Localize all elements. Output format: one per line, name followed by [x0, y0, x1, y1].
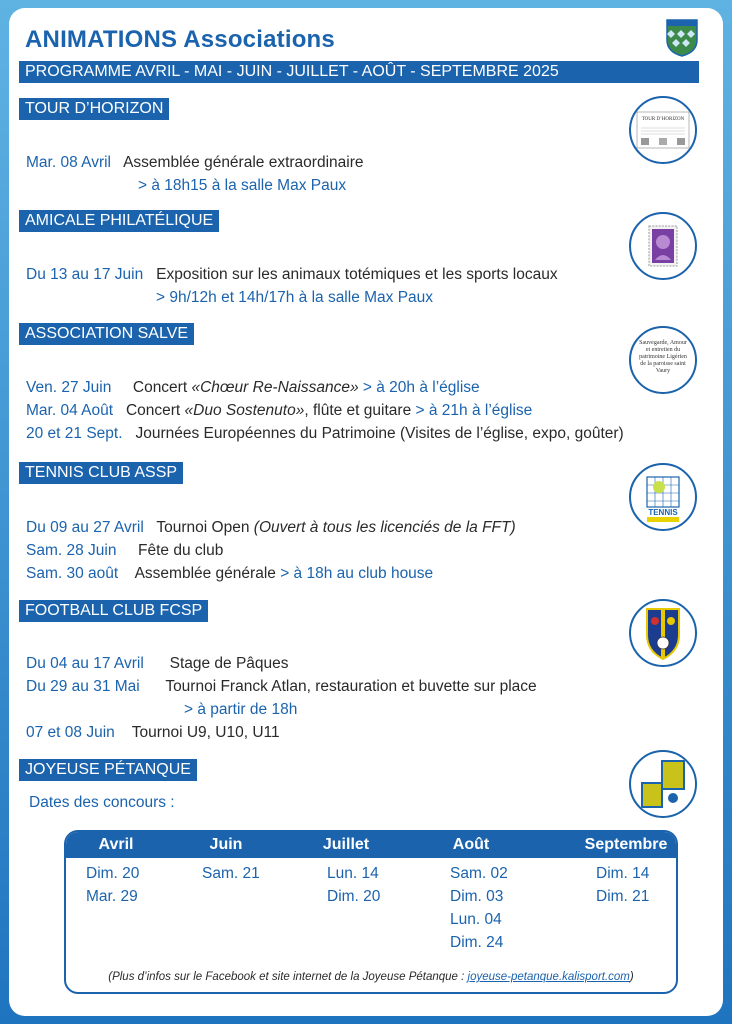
football-crest-icon	[631, 601, 695, 665]
event-row	[26, 654, 289, 674]
tour-horizon-logo	[629, 96, 697, 164]
association-salve-logo	[629, 326, 697, 394]
contest-dates-label: Dates des concours :	[29, 794, 175, 811]
event-text: Concert	[132, 379, 192, 396]
event-detail: > à 20h à l’église	[358, 379, 480, 396]
date-cell: Dim. 20	[327, 888, 381, 905]
event-date: Mar. 04 Août	[26, 402, 114, 419]
event-row	[26, 564, 433, 584]
stamp-icon	[631, 214, 695, 278]
event-row	[26, 424, 624, 444]
event-detail: > à 18h au club house	[280, 565, 434, 582]
month-header: Juillet	[322, 836, 370, 853]
event-title: «Duo Sostenuto»	[184, 402, 305, 419]
event-date: 20 et 21 Sept.	[26, 425, 123, 442]
tour-horizon-logo-icon	[631, 98, 695, 162]
program-period-banner: PROGRAMME AVRIL - MAI - JUIN - JUILLET - AOÛT - SEPTEMBRE 2025	[19, 61, 699, 83]
event-date: Du 09 au 27 Avril	[26, 519, 144, 536]
month-header: Septembre	[584, 836, 668, 853]
event-date: Du 04 au 17 Avril	[26, 655, 144, 672]
event-date: Du 13 au 17 Juin	[26, 266, 144, 283]
date-cell: Sam. 21	[202, 865, 260, 882]
date-cell: Lun. 14	[327, 865, 379, 882]
section-heading-association-salve: ASSOCIATION SALVE	[19, 323, 194, 345]
date-cell: Dim. 14	[596, 865, 650, 882]
event-row	[26, 378, 480, 398]
event-row	[26, 541, 223, 561]
petanque-dates-table	[64, 830, 678, 994]
event-row	[26, 518, 516, 538]
event-text: Tournoi Open	[156, 519, 254, 536]
club-website-link[interactable]: joyeuse-petanque.kalisport.com	[467, 971, 630, 983]
event-text: Concert	[125, 402, 185, 419]
event-text: Journées Européennes du Patrimoine (Visites de l’église, expo, goûter)	[135, 425, 624, 442]
amicale-philatelique-logo	[629, 212, 697, 280]
event-date: Mar. 08 Avril	[26, 154, 112, 171]
month-header: Juin	[209, 836, 243, 853]
event-text: Assemblée générale	[134, 565, 281, 582]
date-cell: Dim. 24	[450, 934, 504, 951]
event-text: Tournoi Franck Atlan, restauration et buvette sur place	[165, 678, 537, 695]
event-row	[138, 176, 346, 196]
event-text: Tournoi U9, U10, U11	[131, 724, 280, 741]
event-date: Sam. 30 août	[26, 565, 119, 582]
event-text: , flûte et guitare	[304, 402, 416, 419]
event-date: Ven. 27 Juin	[26, 379, 112, 396]
event-detail: > 9h/12h et 14h/17h à la salle Max Paux	[156, 289, 434, 306]
date-cell: Mar. 29	[86, 888, 138, 905]
table-header	[66, 832, 676, 858]
event-row	[156, 288, 433, 308]
section-heading-amicale-philatelique: AMICALE PHILATÉLIQUE	[19, 210, 219, 232]
date-cell: Dim. 20	[86, 865, 140, 882]
section-heading-joyeuse-petanque: JOYEUSE PÉTANQUE	[19, 759, 197, 781]
event-text: Assemblée générale extraordinaire	[123, 154, 364, 171]
event-text: Stage de Pâques	[169, 655, 289, 672]
tennis-logo-text: TENNIS	[648, 508, 678, 517]
event-detail: > à 18h15 à la salle Max Paux	[138, 177, 347, 194]
event-row	[26, 265, 558, 285]
month-header: Août	[452, 836, 490, 853]
date-cell: Dim. 21	[596, 888, 650, 905]
event-row	[26, 153, 363, 173]
town-crest-icon	[665, 18, 699, 58]
event-text: Exposition sur les animaux totémiques et les sports locaux	[156, 266, 558, 283]
event-date: 07 et 08 Juin	[26, 724, 115, 741]
event-row	[26, 677, 537, 697]
footer-end: )	[629, 971, 634, 983]
section-heading-tennis-club: TENNIS CLUB ASSP	[19, 462, 183, 484]
event-detail: > à 21h à l’église	[415, 402, 533, 419]
salve-logo-text: Sauvegarde, Amour et entretien du patrimoine Ligérien de la paroisse saint Vaury	[639, 340, 687, 374]
event-row	[26, 401, 532, 421]
event-date: Du 29 au 31 Mai	[26, 678, 140, 695]
date-cell: Dim. 03	[450, 888, 504, 905]
section-heading-football-club: FOOTBALL CLUB FCSP	[19, 600, 208, 622]
joyeuse-petanque-logo	[629, 750, 697, 818]
event-row	[184, 700, 297, 720]
table-footer-note	[66, 971, 676, 983]
event-text: Fête du club	[138, 542, 224, 559]
event-note: (Ouvert à tous les licenciés de la FFT)	[253, 519, 516, 536]
event-title: «Chœur Re-Naissance»	[191, 379, 359, 396]
month-header: Avril	[98, 836, 134, 853]
program-sheet	[9, 8, 723, 1016]
event-date: Sam. 28 Juin	[26, 542, 117, 559]
footer-text: (Plus d’infos sur le Facebook et site internet de la Joyeuse Pétanque :	[108, 971, 468, 983]
tour-horizon-logo-text: TOUR D’HORIZON	[641, 117, 685, 122]
event-row	[26, 723, 280, 743]
tennis-club-logo	[629, 463, 697, 531]
date-cell: Lun. 04	[450, 911, 502, 928]
section-heading-tour-horizon: TOUR D’HORIZON	[19, 98, 169, 120]
event-detail: > à partir de 18h	[184, 701, 298, 718]
petanque-logo-icon	[631, 752, 695, 816]
date-cell: Sam. 02	[450, 865, 508, 882]
page-title: ANIMATIONS Associations	[25, 26, 335, 53]
tennis-logo-icon	[631, 465, 695, 529]
football-club-logo	[629, 599, 697, 667]
